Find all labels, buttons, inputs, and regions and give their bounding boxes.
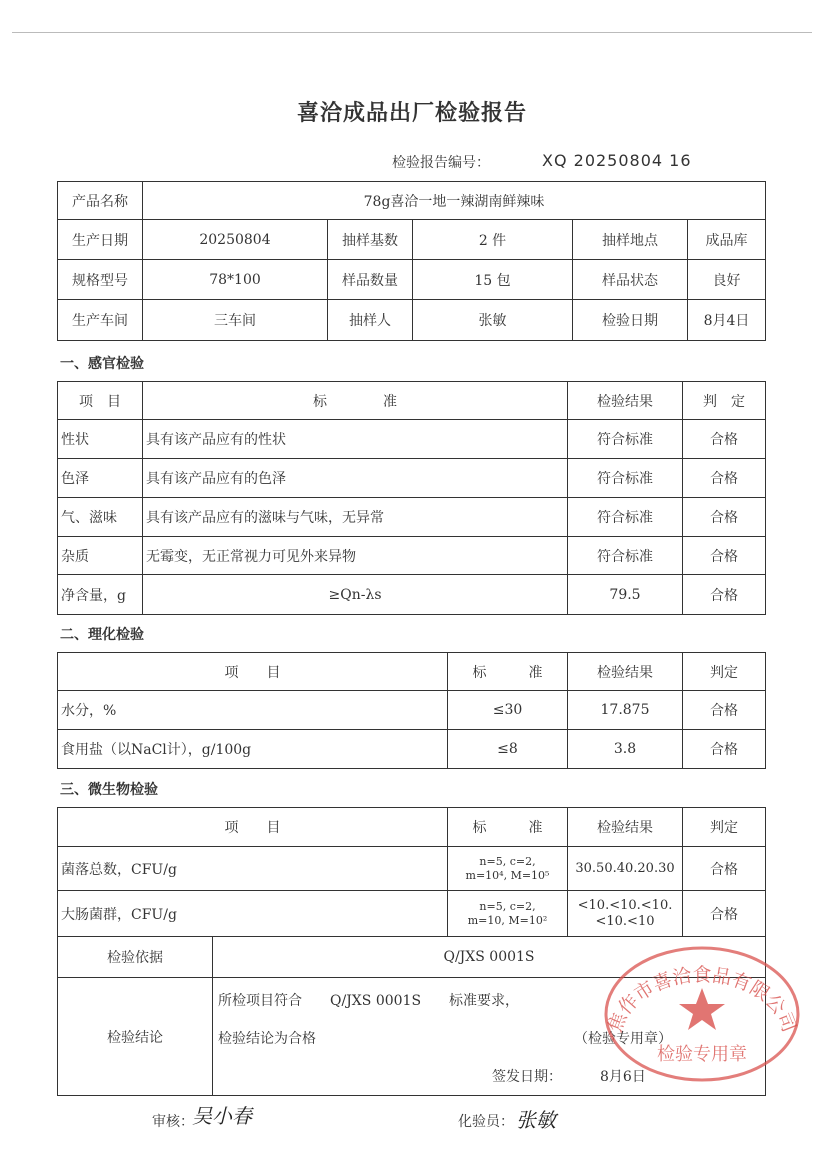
table-header-row: [58, 382, 766, 420]
item-cell: 杂质: [58, 537, 143, 575]
standard-cell: 具有该产品应有的滋味与气味，无异常: [143, 498, 568, 537]
info-cell: 2 件: [413, 220, 573, 260]
table-row: [58, 691, 766, 730]
table-row: [58, 730, 766, 769]
product-name-row: [58, 182, 766, 220]
sensory-table: [57, 381, 766, 615]
conclusion-line-2: 检验结论为合格: [218, 1031, 316, 1047]
info-cell: 生产日期: [58, 220, 143, 260]
company-seal-stamp: [600, 942, 800, 1082]
result-cell: 符合标准: [568, 498, 683, 537]
result-cell: 3.8: [568, 730, 683, 769]
standard-line: n=5, c=2,: [479, 854, 536, 868]
issue-date-label: 签发日期：: [492, 1069, 562, 1085]
column-header: 判定: [683, 653, 766, 691]
result-cell: 17.875: [568, 691, 683, 730]
physchem-heading: 二、理化检验: [60, 627, 144, 643]
product-name-value: 78g喜洽一地一辣湖南鲜辣味: [143, 182, 766, 220]
info-cell: 78*100: [143, 260, 328, 300]
verdict-cell: 合格: [683, 891, 766, 937]
verdict-cell: 合格: [683, 498, 766, 537]
info-cell: 抽样地点: [573, 220, 688, 260]
item-cell: 净含量，g: [58, 575, 143, 615]
result-cell: 79.5: [568, 575, 683, 615]
tester-signature: 张敏: [516, 1108, 556, 1132]
result-cell: 符合标准: [568, 459, 683, 498]
info-cell: 规格型号: [58, 260, 143, 300]
table-row: [58, 891, 766, 937]
column-header: 项 目: [58, 808, 448, 847]
standard-line: m=10⁴, M=10⁵: [465, 868, 550, 882]
basis-value: Q/JXS 0001S: [213, 937, 766, 978]
column-header: 标 准: [448, 808, 568, 847]
verdict-cell: 合格: [683, 691, 766, 730]
info-row: [58, 260, 766, 300]
reviewer-label: 审核：: [152, 1114, 194, 1130]
standard-cell: 具有该产品应有的性状: [143, 420, 568, 459]
micro-heading: 三、微生物检验: [60, 782, 158, 798]
column-header: 项 目: [58, 382, 143, 420]
standard-cell: ≤8: [448, 730, 568, 769]
report-number: [392, 151, 692, 172]
info-cell: 15 包: [413, 260, 573, 300]
result-cell: 符合标准: [568, 537, 683, 575]
verdict-cell: 合格: [683, 420, 766, 459]
column-header: 判 定: [683, 382, 766, 420]
item-cell: 气、滋味: [58, 498, 143, 537]
table-row: [58, 847, 766, 891]
info-cell: 8月4日: [688, 300, 766, 341]
table-row: [58, 575, 766, 615]
item-cell: 色泽: [58, 459, 143, 498]
product-info-table: [57, 181, 766, 341]
basis-label: 检验依据: [58, 937, 213, 978]
info-cell: 良好: [688, 260, 766, 300]
info-cell: 三车间: [143, 300, 328, 341]
verdict-cell: 合格: [683, 459, 766, 498]
physchem-table: [57, 652, 766, 769]
verdict-cell: 合格: [683, 537, 766, 575]
result-cell: 30.50.40.20.30: [568, 847, 683, 891]
standard-cell: [448, 847, 568, 891]
verdict-cell: 合格: [683, 575, 766, 615]
column-header: 项 目: [58, 653, 448, 691]
conclusion-line-1: 所检项目符合 Q/JXS 0001S 标准要求，: [218, 993, 520, 1009]
item-cell: 水分，%: [58, 691, 448, 730]
info-cell: 张敏: [413, 300, 573, 341]
item-cell: 大肠菌群，CFU/g: [58, 891, 448, 937]
product-name-label: 产品名称: [58, 182, 143, 220]
info-row: [58, 300, 766, 341]
item-cell: 食用盐（以NaCl计），g/100g: [58, 730, 448, 769]
standard-cell: [448, 891, 568, 937]
info-cell: 样品状态: [573, 260, 688, 300]
standard-cell: ≤30: [448, 691, 568, 730]
report-number-label: 检验报告编号：: [392, 155, 490, 171]
seal-company-text: 焦作市喜洽食品有限公司: [603, 964, 800, 1036]
seal-star-icon: [679, 988, 725, 1030]
verdict-cell: 合格: [683, 847, 766, 891]
seal-inspection-text: 检验专用章: [657, 1044, 747, 1065]
column-header: 检验结果: [568, 808, 683, 847]
reviewer-signature: 吴小春: [192, 1104, 252, 1128]
table-row: [58, 459, 766, 498]
result-cell: <10.<10.<10.<10.<10: [568, 891, 683, 937]
issue-date-value: 8月6日: [600, 1069, 646, 1085]
verdict-cell: 合格: [683, 730, 766, 769]
standard-line: n=5, c=2,: [479, 899, 536, 913]
info-cell: 抽样基数: [328, 220, 413, 260]
info-cell: 生产车间: [58, 300, 143, 341]
standard-cell: 具有该产品应有的色泽: [143, 459, 568, 498]
seal-note: （检验专用章）: [574, 1031, 672, 1047]
page-title: 喜洽成品出厂检验报告: [296, 101, 527, 126]
info-cell: 检验日期: [573, 300, 688, 341]
standard-cell: 无霉变，无正常视力可见外来异物: [143, 537, 568, 575]
column-header: 标 准: [143, 382, 568, 420]
info-cell: 20250804: [143, 220, 328, 260]
table-row: [58, 420, 766, 459]
sensory-heading: 一、感官检验: [60, 356, 144, 372]
info-row: [58, 220, 766, 260]
item-cell: 菌落总数，CFU/g: [58, 847, 448, 891]
item-cell: 性状: [58, 420, 143, 459]
table-row: [58, 498, 766, 537]
table-header-row: [58, 808, 766, 847]
conclusion-label: 检验结论: [58, 978, 213, 1096]
standard-cell: ≥Qn-λs: [143, 575, 568, 615]
scan-edge-line: [12, 32, 812, 33]
report-number-value: XQ 20250804 16: [542, 151, 692, 170]
info-cell: 成品库: [688, 220, 766, 260]
table-header-row: [58, 653, 766, 691]
table-row: [58, 537, 766, 575]
column-header: 标 准: [448, 653, 568, 691]
column-header: 判定: [683, 808, 766, 847]
info-cell: 样品数量: [328, 260, 413, 300]
info-cell: 抽样人: [328, 300, 413, 341]
column-header: 检验结果: [568, 653, 683, 691]
standard-line: m=10, M=10²: [467, 913, 548, 927]
result-cell: 符合标准: [568, 420, 683, 459]
column-header: 检验结果: [568, 382, 683, 420]
tester-label: 化验员：: [458, 1114, 514, 1130]
